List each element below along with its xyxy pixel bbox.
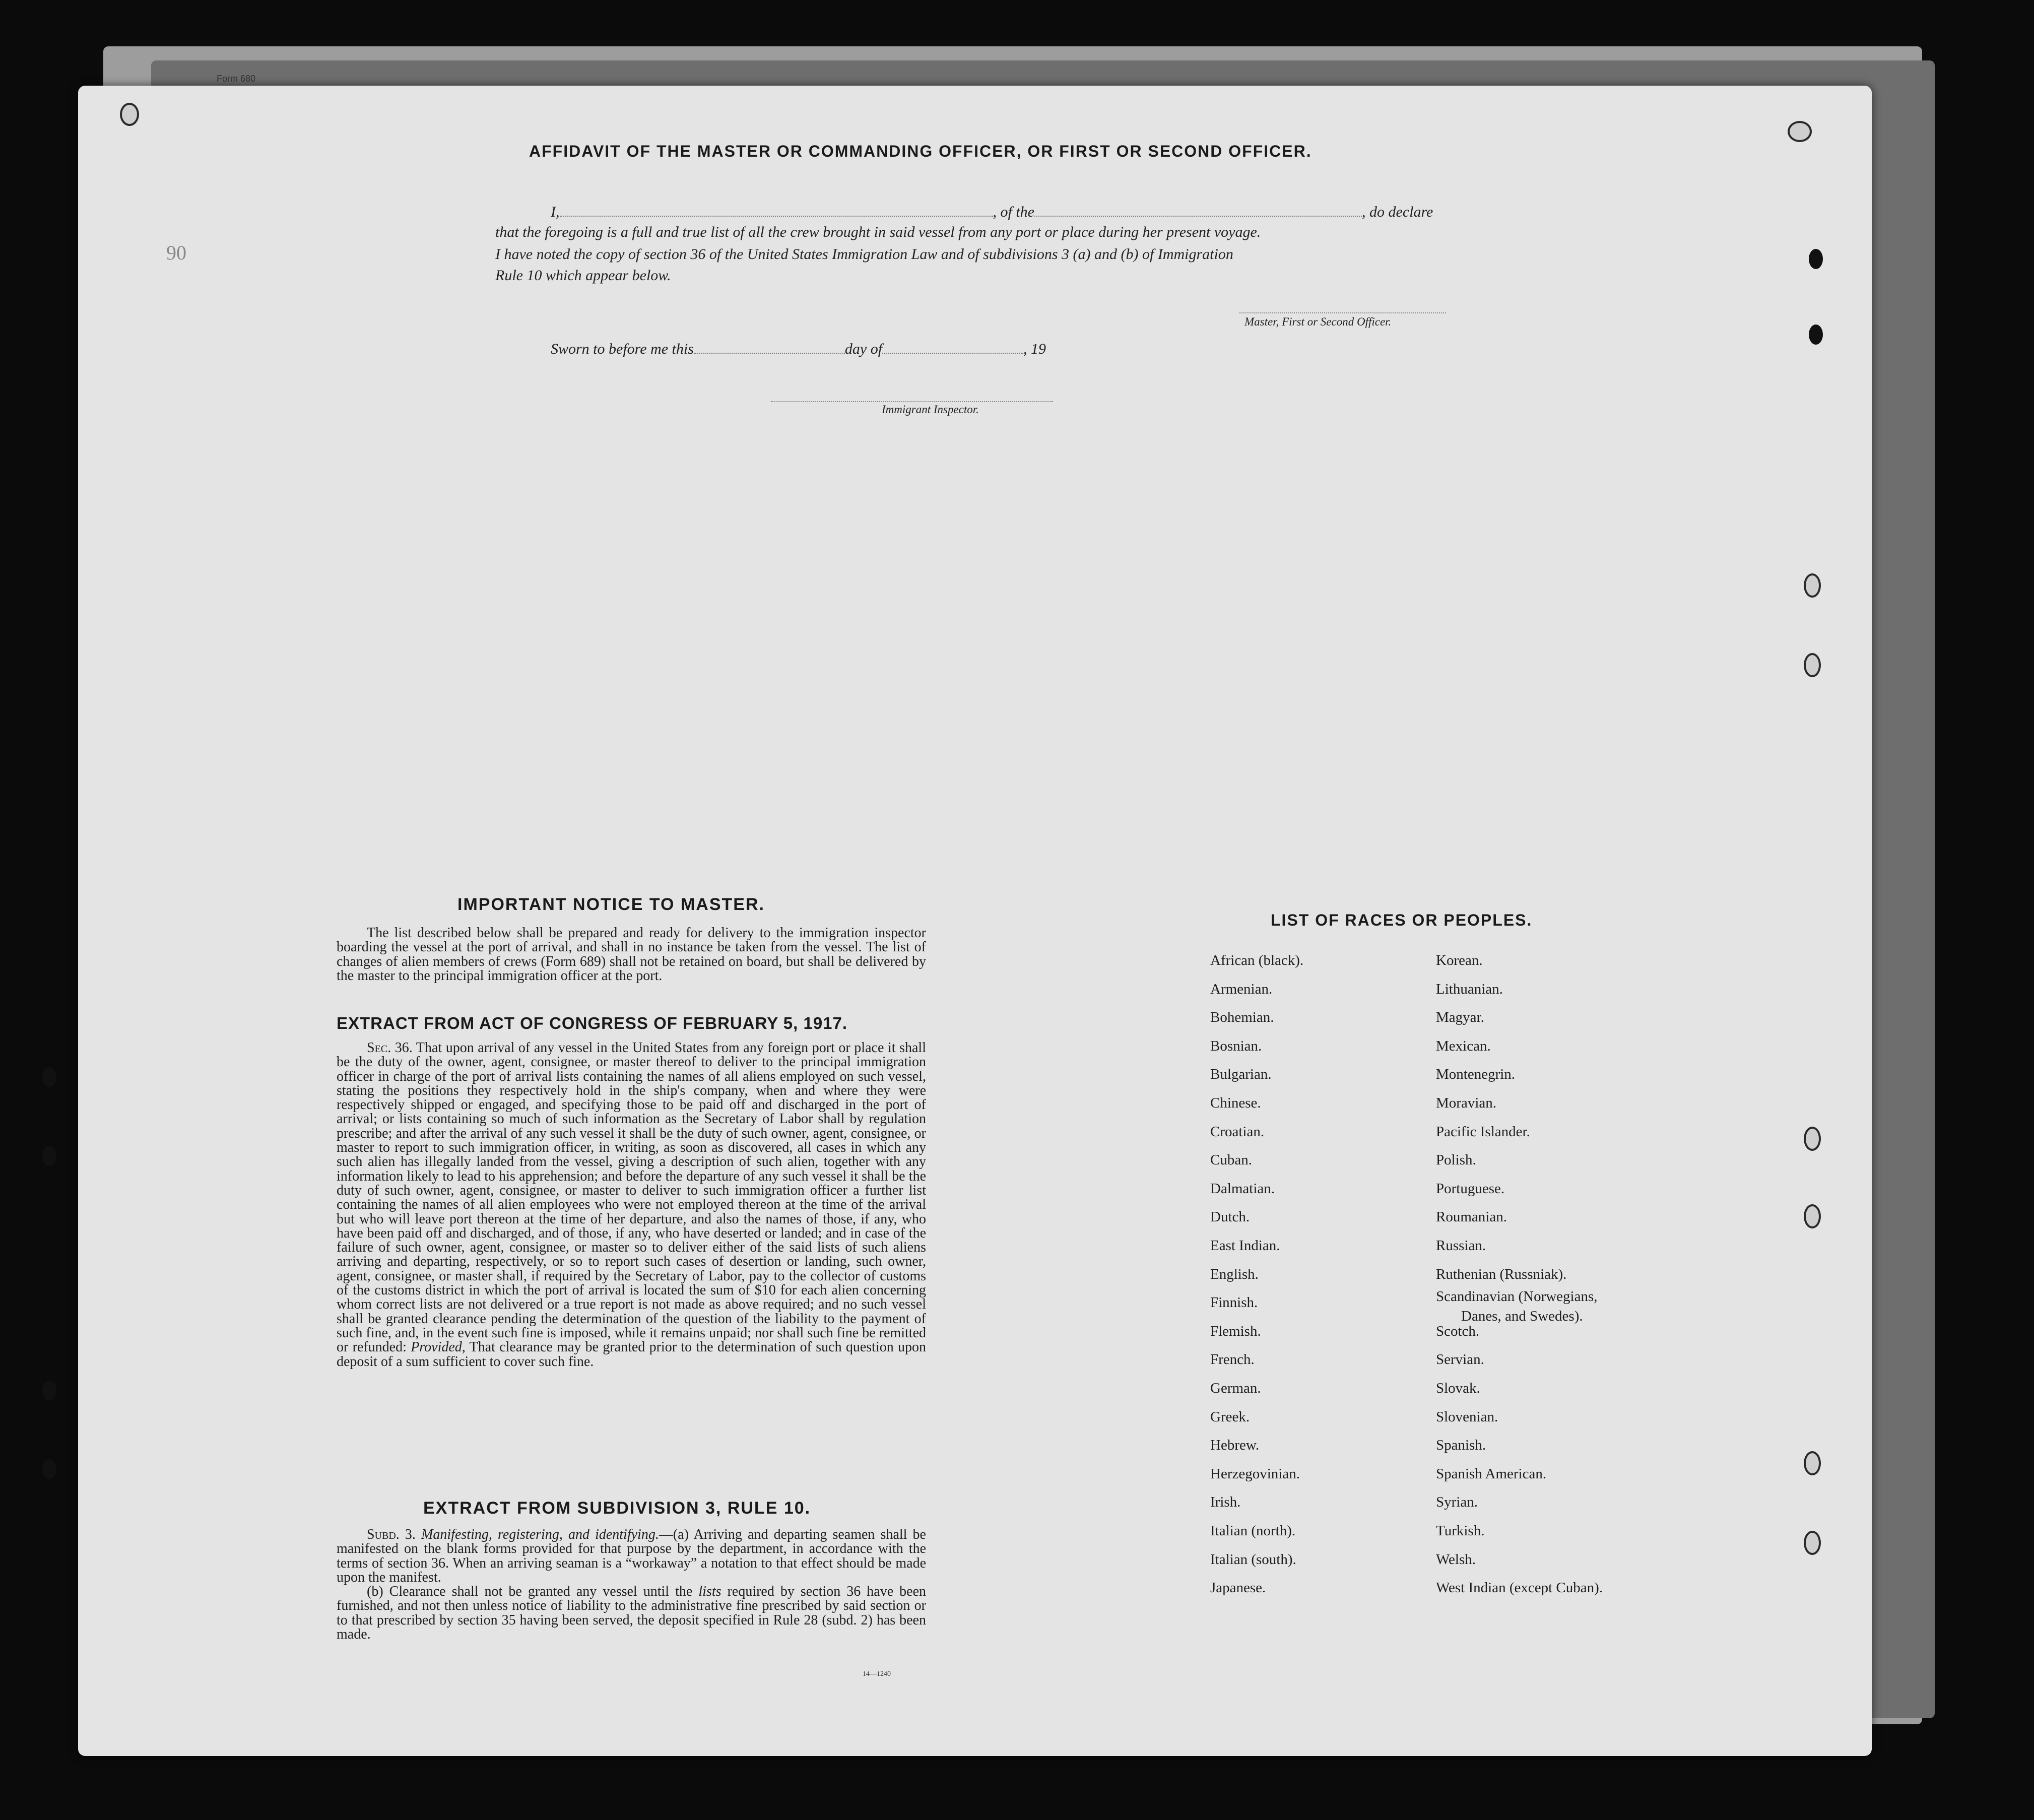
margin-mark: 90 — [166, 241, 186, 264]
vessel-blank — [1034, 216, 1362, 217]
race-item: Magyar. — [1436, 1009, 1484, 1026]
race-item: Dutch. — [1210, 1209, 1250, 1225]
race-item: Portuguese. — [1436, 1180, 1505, 1197]
race-item: Russian. — [1436, 1238, 1486, 1254]
subd-heading: Manifesting, registering, and identifying. — [421, 1527, 659, 1542]
affidavit-line-4: Rule 10 which appear below. — [495, 267, 671, 284]
master-signature-line — [1239, 312, 1446, 313]
punch-hole — [1804, 653, 1821, 677]
race-item: Flemish. — [1210, 1323, 1261, 1339]
race-item: Slovenian. — [1436, 1408, 1498, 1425]
races-title: LIST OF RACES OR PEOPLES. — [1271, 911, 1533, 929]
affidavit-of-the: , of the — [993, 204, 1034, 220]
name-blank — [560, 216, 993, 217]
subdivision-b-paragraph — [337, 1585, 926, 1642]
section-36-paragraph — [337, 1041, 926, 1369]
affidavit-title: AFFIDAVIT OF THE MASTER OR COMMANDING OFFICER, OR FIRST OR SECOND OFFICER. — [529, 142, 1312, 160]
punch-hole — [1804, 1531, 1821, 1555]
race-item: Spanish. — [1436, 1437, 1486, 1454]
race-item: Croatian. — [1210, 1123, 1265, 1140]
race-item-continuation: Danes, and Swedes). — [1461, 1308, 1583, 1325]
subd-label: Subd. 3. — [367, 1527, 416, 1542]
race-item: Servian. — [1436, 1351, 1484, 1368]
affidavit-line-1 — [551, 204, 1433, 221]
race-item: Polish. — [1436, 1152, 1476, 1168]
race-item: Bosnian. — [1210, 1037, 1262, 1054]
provided-word: Provided, — [411, 1339, 466, 1355]
race-item: Slovak. — [1436, 1380, 1480, 1396]
section-36-end: That clearance may be granted prior to the determination of such question upon deposit of a sum sufficient to cover such fine. — [337, 1339, 927, 1370]
sworn-month-blank — [882, 353, 1023, 354]
punch-hole — [1804, 1451, 1821, 1475]
lists-word: lists — [698, 1584, 721, 1600]
race-item: Moravian. — [1436, 1095, 1496, 1111]
punch-hole — [1804, 573, 1821, 598]
master-signature-label: Master, First or Second Officer. — [1244, 315, 1392, 328]
inspector-signature-line — [771, 401, 1053, 402]
race-item: Scotch. — [1436, 1323, 1480, 1339]
sworn-label: Sworn to before me this — [551, 341, 694, 357]
print-number: 14—1240 — [863, 1670, 891, 1678]
race-item: Greek. — [1210, 1408, 1250, 1425]
notice-title: IMPORTANT NOTICE TO MASTER. — [457, 895, 765, 914]
race-item: Cuban. — [1210, 1152, 1252, 1168]
form-page — [78, 86, 1872, 1756]
race-item: Italian (north). — [1210, 1523, 1296, 1539]
affidavit-line-3: I have noted the copy of section 36 of the United States Immigration Law and of subdivisions 3 (a) and (b) of Immigration — [495, 246, 1233, 263]
binder-hole — [42, 1381, 56, 1401]
subdivision-a-paragraph — [337, 1528, 926, 1585]
race-item: English. — [1210, 1266, 1259, 1282]
extract-rule-text — [337, 1528, 926, 1642]
subd-b-text-2: required by section 36 have been furnished, and not then unless notice of liability to the administrative fine prescribed by said section or to that prescribed by section 35 having been served, the deposit specified in Rule 28 (subd. 2) has been made. — [337, 1584, 927, 1643]
sworn-line — [551, 341, 1046, 358]
race-item: Turkish. — [1436, 1523, 1485, 1539]
subd-b-text-1: (b) Clearance shall not be granted any vessel until the — [367, 1584, 693, 1600]
binder-hole — [1809, 249, 1823, 269]
race-item: Scandinavian (Norwegians, — [1436, 1288, 1598, 1305]
race-item: African (black). — [1210, 952, 1304, 968]
affidavit-do-declare: , do declare — [1362, 204, 1433, 220]
subd-a-text: —(a) Arriving and departing seamen shall be manifested on the blank forms provided for that purpose by the department, in accordance with the terms of section 36. When an arriving seaman is a “workaway” a notation to that effect should be made upon the manifest. — [337, 1527, 926, 1585]
race-item: Montenegrin. — [1436, 1066, 1516, 1083]
section-36-text: That upon arrival of any vessel in the United States from any foreign port or place it shall be the duty of the owner, agent, consignee, or master thereof to deliver to the principal immigration officer in charge of the port of arrival lists containing the names of all aliens employed on such vessel, stating the positions they respectively hold in the ship's company, when and where they were respectively shipped or engaged, and specifying those to be paid off and discharged in the port of arrival; or lists containing so much of such information as the Secretary of Labor shall by regulation prescribe; and after the arrival of any such vessel it shall be the duty of such owner, agent, consignee, or master to report to such immigration officer, in writing, as soon as discovered, all cases in which any such alien has illegally landed from the vessel, giving a description of such alien, together with any information likely to lead to his apprehension; and before the departure of any such vessel it shall be the duty of such owner, agent, consignee, or master to deliver to such immigration officer a further list containing the names of all alien employees who were not employed thereon at the time of the arrival but who will leave port thereon at the time of her departure, and also the names of those, if any, who have been paid off and discharged, and of those, if any, who have deserted or landed; and in case of the failure of such owner, agent, consignee, or master so to deliver either of the said lists of such aliens arriving and departing, respectively, or so to report such cases of desertion or landing, such owner, agent, consignee, or master shall, if required by the Secretary of Labor, pay to the collector of customs of the customs district in which the port of arrival is located the sum of $10 for each alien concerning whom correct lists are not delivered or a true report is not made as above required; and no such vessel shall be granted clearance pending the determination of the question of the liability to the payment of such fine, and, in the event such fine is imposed, while it remains unpaid; nor shall such fine be remitted or refunded: — [337, 1040, 926, 1355]
race-item: Spanish American. — [1436, 1465, 1547, 1482]
form-number: Form 680 — [217, 74, 256, 84]
race-item: Roumanian. — [1436, 1209, 1507, 1225]
race-item: Italian (south). — [1210, 1551, 1296, 1568]
race-item: Syrian. — [1436, 1494, 1478, 1511]
binder-hole — [1809, 324, 1823, 345]
race-item: Welsh. — [1436, 1551, 1476, 1568]
race-item: Pacific Islander. — [1436, 1123, 1530, 1140]
inspector-signature-label: Immigrant Inspector. — [882, 403, 979, 416]
extract-act-text — [337, 1041, 926, 1369]
race-item: Mexican. — [1436, 1037, 1491, 1054]
race-item: Dalmatian. — [1210, 1180, 1275, 1197]
race-item: Ruthenian (Russniak). — [1436, 1266, 1567, 1282]
race-item: East Indian. — [1210, 1238, 1280, 1254]
race-item: Irish. — [1210, 1494, 1241, 1511]
race-item: Bohemian. — [1210, 1009, 1274, 1026]
binder-hole — [42, 1459, 56, 1479]
binder-hole — [42, 1067, 56, 1087]
notice-paragraph: The list described below shall be prepared and ready for delivery to the immigration inspector boarding the vessel at the port of arrival, and shall in no instance be taken from the vessel. The list of changes of alien members of crews (Form 689) shall not be retained on board, but shall be delivered by the master to the principal immigration officer at the port. — [337, 925, 926, 984]
sworn-year: , 19 — [1023, 341, 1046, 357]
race-item: Japanese. — [1210, 1580, 1266, 1596]
binder-hole — [42, 1146, 56, 1166]
extract-rule-title: EXTRACT FROM SUBDIVISION 3, RULE 10. — [423, 1499, 811, 1518]
race-item: Lithuanian. — [1436, 981, 1503, 997]
notice-text — [337, 926, 926, 983]
race-item: Hebrew. — [1210, 1437, 1260, 1454]
race-item: Armenian. — [1210, 981, 1273, 997]
section-label: Sec. 36. — [367, 1040, 413, 1056]
race-item: West Indian (except Cuban). — [1436, 1580, 1603, 1596]
race-item: Bulgarian. — [1210, 1066, 1272, 1083]
race-item: Korean. — [1436, 952, 1483, 968]
punch-hole — [120, 103, 139, 126]
affidavit-line-2: that the foregoing is a full and true list of all the crew brought in said vessel from any port or place during her present voyage. — [495, 224, 1261, 240]
race-item: Finnish. — [1210, 1294, 1258, 1311]
affidavit-i: I, — [551, 204, 560, 220]
punch-hole — [1788, 121, 1812, 142]
punch-hole — [1804, 1204, 1821, 1228]
race-item: Chinese. — [1210, 1095, 1261, 1111]
punch-hole — [1804, 1127, 1821, 1151]
sworn-day-blank — [694, 353, 845, 354]
race-item: Herzegovinian. — [1210, 1465, 1300, 1482]
extract-act-title: EXTRACT FROM ACT OF CONGRESS OF FEBRUARY 5, 1917. — [337, 1014, 848, 1032]
race-item: German. — [1210, 1380, 1261, 1396]
sworn-day-of: day of — [844, 341, 883, 357]
race-item: French. — [1210, 1351, 1255, 1368]
